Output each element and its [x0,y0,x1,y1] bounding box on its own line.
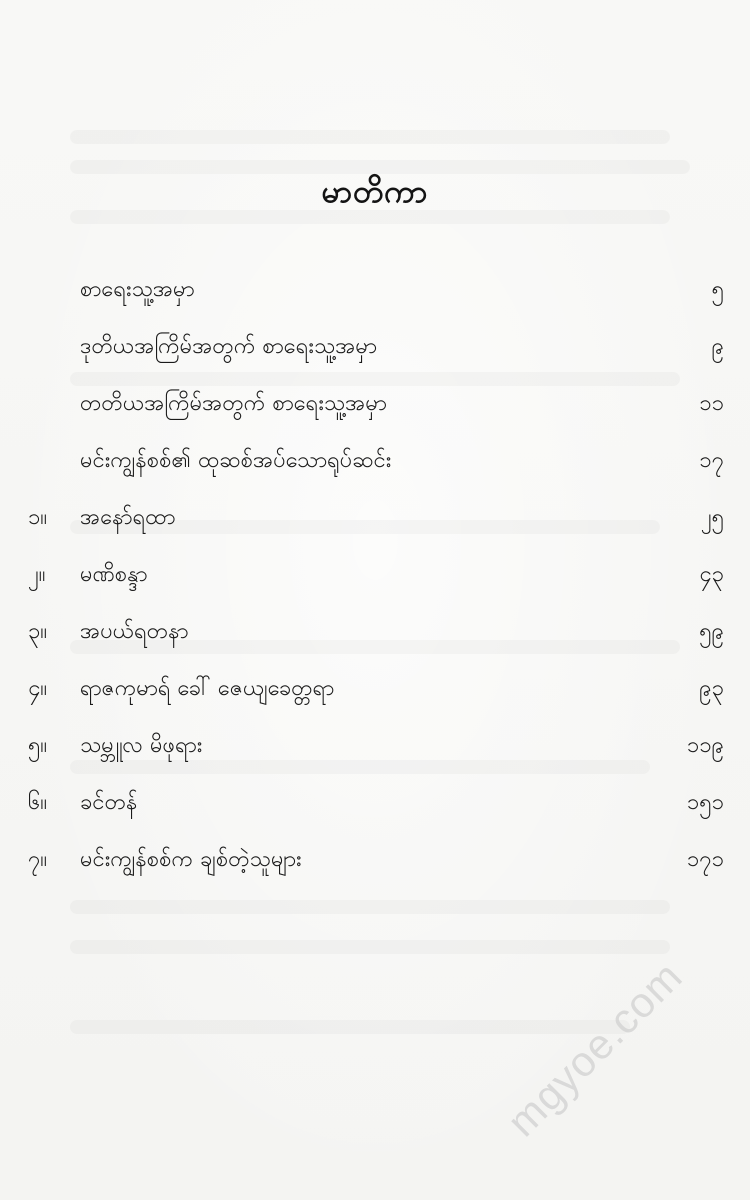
toc-entry-number: ၆။ [28,790,48,815]
bleed-through-line [70,130,670,144]
bleed-through-line [70,940,670,954]
toc-entry-page: ၁၁၉ [686,733,724,758]
toc-entry-page: ၄၃ [699,562,724,587]
toc-entry[interactable] [0,724,750,768]
toc-entry[interactable] [0,382,750,426]
toc-entry-page: ၁၇ [699,448,724,473]
toc-entry[interactable] [0,667,750,711]
toc-entry-number: ၃။ [28,619,48,644]
toc-entry-title: မဏိစန္ဒာ [80,562,148,587]
toc-entry-title: စာရေးသူ့အမှာ [80,277,195,302]
toc-entry-page: ၁၅၁ [686,790,724,815]
toc-entry-page: ၁၇၁ [686,847,724,872]
toc-entry-page: ၅ [711,277,724,302]
toc-entry[interactable] [0,325,750,369]
toc-entry-number: ၄။ [28,676,48,701]
toc-entry-title: သမ္ဘူလ မိဖုရား [80,733,203,758]
toc-heading: မာတိကာ [321,174,429,210]
toc-entry-title: တတိယအကြိမ်အတွက် စာရေးသူ့အမှာ [80,391,387,416]
toc-entry-page: ၉ [711,334,724,359]
toc-entry[interactable] [0,838,750,882]
toc-entry-title: မင်းကျွန်စစ်၏ ထုဆစ်အပ်သောရုပ်ဆင်း [80,448,392,473]
toc-entry-page: ၉၃ [699,676,724,701]
site-watermark: mgyoe.com [498,952,692,1146]
toc-entry-number: ၇။ [28,847,48,872]
toc-entry[interactable] [0,496,750,540]
toc-entry[interactable] [0,268,750,312]
toc-entry[interactable] [0,781,750,825]
bleed-through-line [70,900,670,914]
toc-entry-number: ၅။ [28,733,48,758]
toc-entry-page: ၂၅ [700,505,724,530]
toc-entry-title: ရာဇကုမာရ် ခေါ် ဇေယျခေတ္တရာ [80,676,335,701]
toc-entry-title: အနော်ရထာ [80,505,176,530]
toc-entry-number: ၁။ [28,505,48,530]
toc-entry-title: ဒုတိယအကြိမ်အတွက် စာရေးသူ့အမှာ [80,334,378,359]
toc-entry-page: ၁၁ [699,391,724,416]
toc-entry-number: ၂။ [28,562,46,587]
toc-entry[interactable] [0,553,750,597]
toc-entry-title: အပယ်ရတနာ [80,619,189,644]
toc-entry[interactable] [0,439,750,483]
toc-entry-title: ခင်တန် [80,790,138,815]
toc-entry-title: မင်းကျွန်စစ်က ချစ်တဲ့သူများ [80,847,302,872]
toc-entry[interactable] [0,610,750,654]
toc-entry-page: ၅၉ [699,619,724,644]
bleed-through-line [70,1020,630,1034]
